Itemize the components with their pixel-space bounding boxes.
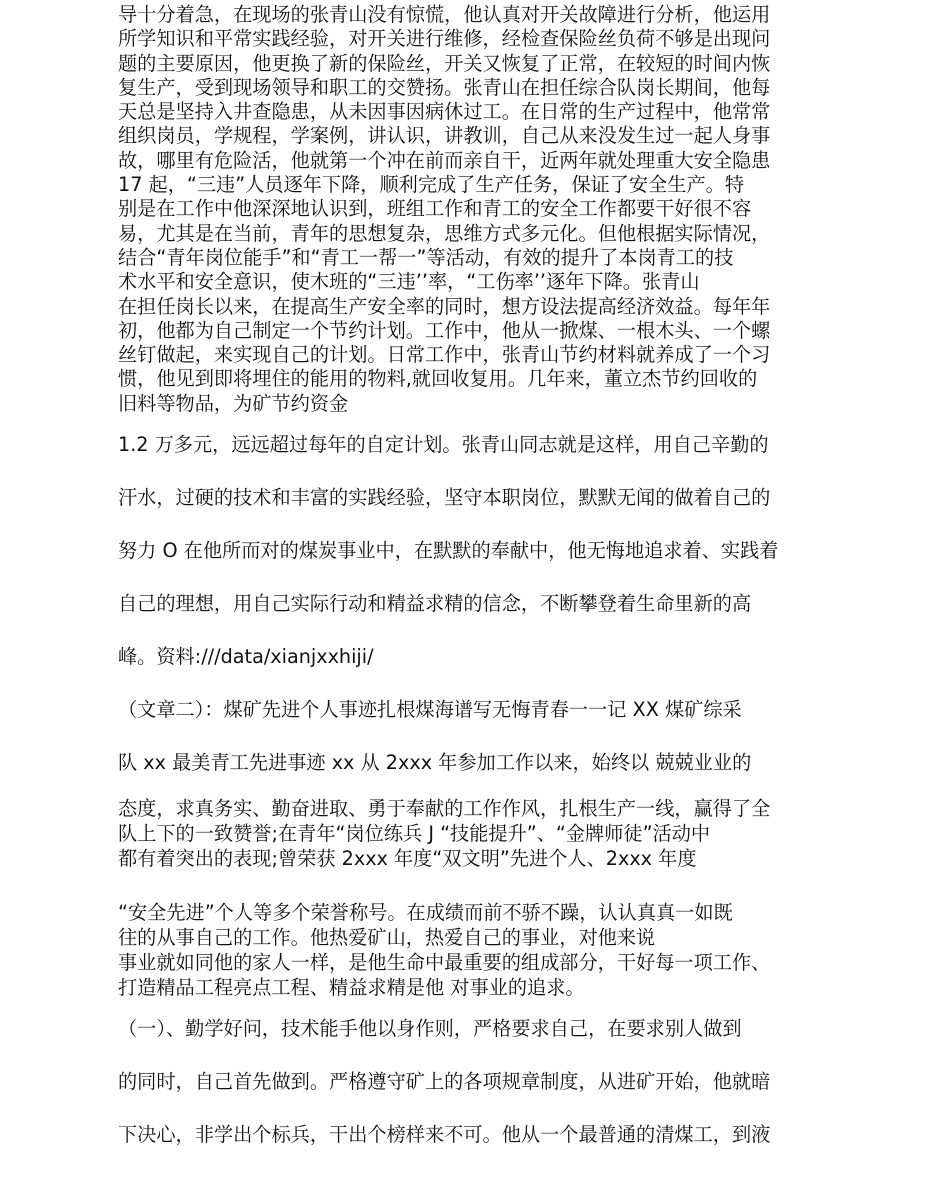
text-line: 别是在工作中他深深地认识到，班组工作和青工的安全工作都要干好很不容 (118, 197, 752, 221)
text-line: 汗水，过硬的技术和丰富的实践经验，坚守本职岗位，默默无闻的做着自己的 (118, 486, 771, 509)
text-line: 自己的理想，用自己实际行动和精益求精的信念，不断攀登着生命里新的高 (118, 592, 752, 615)
text-line: 惯，他见到即将埋住的能用的物料,就回收复用。几年来，董立杰节约回收的 (118, 367, 758, 391)
text-line: 下决心，非学出个标兵，干出个榜样来不可。他从一个最普通的清煤工，到液 (118, 1123, 771, 1146)
text-line: 组织岗员，学规程，学案例，讲认识，讲教训，自己从来没发生过一起人身事 (118, 124, 771, 148)
paragraph-section-one (118, 1002, 840, 1161)
text-line: 17 起，“三违”人员逐年下降，顺利完成了生产任务，保证了安全生产。特 (118, 173, 745, 197)
text-line: 的同时，自己首先做到。严格遵守矿上的各项规章制度，从进矿开始，他就暗 (118, 1070, 771, 1093)
text-line: 复生产，受到现场领导和职工的交赞扬。张青山在担任综合队岗长期间，他每 (118, 75, 771, 99)
text-line: 故，哪里有危险活，他就第一个冲在前而亲自干，近两年就处理重大安全隐患 (118, 148, 771, 172)
text-line: 旧料等物品，为矿节约资金 (118, 391, 349, 415)
text-line: 初，他都为自己制定一个节约计划。工作中，他从一掀煤、一根木头、一个螺 (118, 318, 771, 342)
text-line: 事业就如同他的家人一样，是他生命中最重要的组成部分，干好每一项工作、 (118, 951, 771, 974)
text-line: 题的主要原因，他更换了新的保险丝，开关又恢复了正常，在较短的时间内恢 (118, 51, 771, 75)
text-line: 导十分着急，在现场的张青山没有惊慌，他认真对开关故障进行分析，他运用 (118, 3, 771, 26)
text-line: 努力 O 在他所而对的煤炭事业中，在默默的奉献中，他无悔地追求着、实践着 (118, 539, 779, 562)
text-line: “安全先进”个人等多个荣誉称号。在成绩而前不骄不躁，认认真真一如既 (118, 901, 733, 924)
text-line: 队上下的一致赞誉;在青年“岗位练兵 J “技能提升”、“金牌师徒”活动中 (118, 822, 711, 845)
text-line: 1.2 万多元，远远超过每年的自定计划。张青山同志就是这样，用自己辛勤的 (118, 433, 769, 456)
text-line: 队 xx 最美青工先进事迹 xx 从 2xxx 年参加工作以来，始终以 兢兢业业的 (118, 751, 752, 774)
text-line: 所学知识和平常实践经验，对开关进行维修，经检查保险丝负荷不够是出现问 (118, 27, 771, 51)
paragraph-work-attitude (118, 796, 840, 871)
text-line: 都有着突出的表现;曾荣获 2xxx 年度“双文明”先进个人、2xxx 年度 (118, 847, 697, 870)
text-line: 结合“青年岗位能手”和“青工一帮一”等活动，有效的提升了本岗青工的技 (118, 245, 734, 269)
text-line: （文章二）：煤矿先进个人事迹扎根煤海谱写无悔青春一一记 XX 煤矿综采 (118, 698, 742, 721)
text-line: 术水平和安全意识，使木班的“三违’’率，“工伤率’’逐年下降。张青山 (118, 270, 700, 294)
text-line: （一）、勤学好问，技术能手他以身作则，严格要求自己，在要求别人做到 (118, 1017, 742, 1040)
text-line: 打造精品工程亮点工程、精益求精是他 对事业的追求。 (118, 976, 585, 999)
paragraph-honors (118, 900, 840, 1000)
text-line: 峰。资料:///data/xianjxxhiji/ (118, 645, 374, 668)
text-line: 易，尤其是在当前，青年的思想复杂，思维方式多元化。但他根据实际情况， (118, 221, 771, 245)
text-line: 天总是坚持入井查隐患，从未因事因病休过工。在日常的生产过程中，他常常 (118, 100, 771, 124)
paragraph-zhang-qingshan-deeds (118, 3, 840, 416)
text-line: 态度，求真务实、勤奋进取、勇于奉献的工作作风，扎根生产一线，赢得了全 (118, 797, 771, 820)
text-line: 丝钉做起，来实现自己的计划。日常工作中，张青山节约材料就养成了一个习 (118, 343, 771, 367)
text-line: 在担任岗长以来，在提高生产安全率的同时，想方设法提高经济效益。每年年 (118, 294, 771, 318)
text-line: 往的从事自己的工作。他热爱矿山，热爱自己的事业，对他来说 (118, 926, 656, 949)
paragraph-summary-and-article-two-intro (118, 418, 840, 789)
